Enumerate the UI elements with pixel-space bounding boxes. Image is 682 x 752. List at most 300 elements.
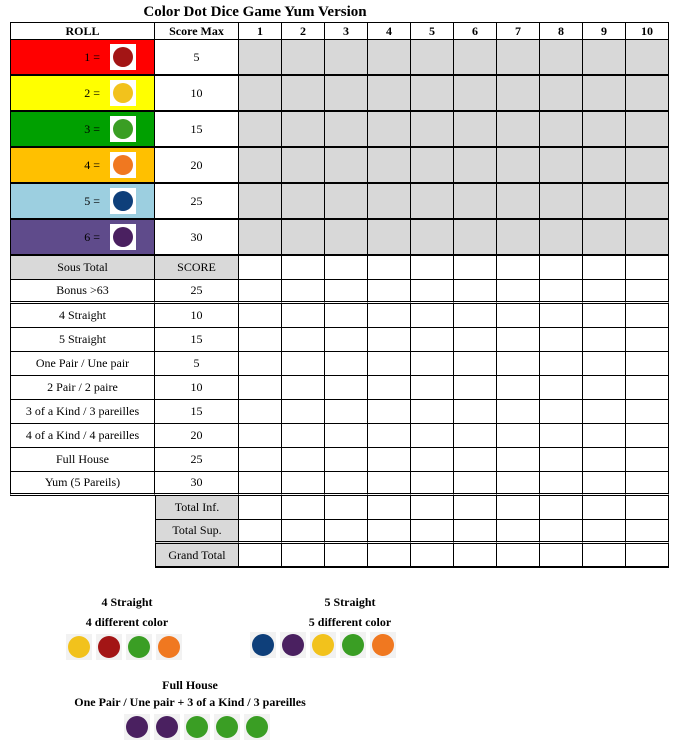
score-input-cell[interactable] xyxy=(583,148,626,184)
score-input-cell[interactable] xyxy=(626,376,669,400)
dot xyxy=(312,634,334,656)
combo-row-score: 25 xyxy=(155,448,239,472)
score-input-cell[interactable] xyxy=(540,328,583,352)
score-input-cell[interactable] xyxy=(411,448,454,472)
score-input-cell[interactable] xyxy=(411,256,454,280)
score-input-cell[interactable] xyxy=(454,256,497,280)
score-input-cell[interactable] xyxy=(497,256,540,280)
score-input-cell[interactable] xyxy=(368,496,411,520)
score-input-cell[interactable] xyxy=(497,424,540,448)
game-header-8: 8 xyxy=(540,22,583,40)
score-input-cell[interactable] xyxy=(454,520,497,544)
score-input-cell[interactable] xyxy=(239,40,282,76)
score-input-cell[interactable] xyxy=(325,544,368,568)
roll-label-cell xyxy=(10,184,155,220)
score-input-cell[interactable] xyxy=(368,304,411,328)
score-input-cell[interactable] xyxy=(368,184,411,220)
legend-four-straight xyxy=(72,592,182,632)
score-input-cell[interactable] xyxy=(282,352,325,376)
score-input-cell[interactable] xyxy=(325,280,368,304)
score-input-cell[interactable] xyxy=(411,184,454,220)
score-input-cell[interactable] xyxy=(411,544,454,568)
score-input-cell[interactable] xyxy=(626,112,669,148)
score-input-cell[interactable] xyxy=(497,328,540,352)
game-header-1: 1 xyxy=(239,22,282,40)
score-input-cell[interactable] xyxy=(325,40,368,76)
score-input-cell[interactable] xyxy=(497,304,540,328)
score-input-cell[interactable] xyxy=(282,40,325,76)
game-header-10: 10 xyxy=(626,22,669,40)
score-input-cell[interactable] xyxy=(626,424,669,448)
score-input-cell[interactable] xyxy=(239,448,282,472)
dot-icon xyxy=(250,632,276,658)
game-header-6: 6 xyxy=(454,22,497,40)
score-input-cell[interactable] xyxy=(411,328,454,352)
combo-row-label: 2 Pair / 2 paire xyxy=(10,376,155,400)
legend-four-straight-subtitle: 4 different color xyxy=(85,615,169,629)
score-input-cell[interactable] xyxy=(497,376,540,400)
score-input-cell[interactable] xyxy=(540,184,583,220)
score-input-cell[interactable] xyxy=(497,112,540,148)
legend-full-house-subtitle: One Pair / Une pair + 3 of a Kind / 3 pareilles xyxy=(74,695,306,709)
score-input-cell[interactable] xyxy=(454,472,497,496)
combo-row xyxy=(10,304,670,328)
score-input-cell[interactable] xyxy=(583,544,626,568)
dot xyxy=(156,716,178,738)
legend-full-house-title: Full House xyxy=(162,678,218,692)
score-input-cell[interactable] xyxy=(368,400,411,424)
score-max-value: 5 xyxy=(155,40,239,76)
color-dot-icon xyxy=(110,224,136,250)
total-row xyxy=(10,544,670,568)
score-input-cell[interactable] xyxy=(454,184,497,220)
score-input-cell[interactable] xyxy=(411,112,454,148)
roll-row-2 xyxy=(10,76,670,112)
score-input-cell[interactable] xyxy=(239,184,282,220)
score-input-cell[interactable] xyxy=(325,352,368,376)
score-input-cell[interactable] xyxy=(282,328,325,352)
score-input-cell[interactable] xyxy=(454,40,497,76)
dot-icon xyxy=(126,634,152,660)
roll-label-cell xyxy=(10,220,155,256)
score-input-cell[interactable] xyxy=(239,76,282,112)
game-header-9: 9 xyxy=(583,22,626,40)
score-input-cell[interactable] xyxy=(626,148,669,184)
roll-label-cell xyxy=(10,76,155,112)
score-input-cell[interactable] xyxy=(239,400,282,424)
score-input-cell[interactable] xyxy=(368,256,411,280)
score-input-cell[interactable] xyxy=(454,424,497,448)
score-input-cell[interactable] xyxy=(411,40,454,76)
score-input-cell[interactable] xyxy=(368,544,411,568)
score-input-cell[interactable] xyxy=(325,220,368,256)
score-input-cell[interactable] xyxy=(583,472,626,496)
score-input-cell[interactable] xyxy=(583,76,626,112)
combo-row-label: 5 Straight xyxy=(10,328,155,352)
score-input-cell[interactable] xyxy=(325,472,368,496)
score-input-cell[interactable] xyxy=(583,304,626,328)
score-input-cell[interactable] xyxy=(282,424,325,448)
score-input-cell[interactable] xyxy=(368,448,411,472)
score-input-cell[interactable] xyxy=(540,544,583,568)
score-input-cell[interactable] xyxy=(497,448,540,472)
score-input-cell[interactable] xyxy=(411,220,454,256)
dot xyxy=(372,634,394,656)
score-input-cell[interactable] xyxy=(325,328,368,352)
score-input-cell[interactable] xyxy=(325,304,368,328)
score-input-cell[interactable] xyxy=(497,76,540,112)
score-input-cell[interactable] xyxy=(626,184,669,220)
dot-icon xyxy=(370,632,396,658)
score-input-cell[interactable] xyxy=(583,520,626,544)
dot-icon xyxy=(113,227,133,247)
score-input-cell[interactable] xyxy=(368,424,411,448)
score-input-cell[interactable] xyxy=(282,184,325,220)
score-input-cell[interactable] xyxy=(411,148,454,184)
game-header-2: 2 xyxy=(282,22,325,40)
score-input-cell[interactable] xyxy=(411,280,454,304)
score-input-cell[interactable] xyxy=(454,148,497,184)
roll-label: 4 = xyxy=(84,157,100,172)
score-input-cell[interactable] xyxy=(583,280,626,304)
score-input-cell[interactable] xyxy=(239,496,282,520)
roll-label: 3 = xyxy=(84,121,100,136)
score-input-cell[interactable] xyxy=(540,352,583,376)
score-input-cell[interactable] xyxy=(239,256,282,280)
combo-row-label: Yum (5 Pareils) xyxy=(10,472,155,496)
total-row xyxy=(10,496,670,520)
score-input-cell[interactable] xyxy=(454,400,497,424)
sous-total-row-label: Sous Total xyxy=(10,256,155,280)
score-input-cell[interactable] xyxy=(368,40,411,76)
score-input-cell[interactable] xyxy=(454,304,497,328)
score-input-cell[interactable] xyxy=(583,400,626,424)
score-input-cell[interactable] xyxy=(282,376,325,400)
roll-label-cell xyxy=(10,148,155,184)
total-label: Total Inf. xyxy=(155,496,239,520)
score-input-cell[interactable] xyxy=(282,220,325,256)
score-input-cell[interactable] xyxy=(540,448,583,472)
score-input-cell[interactable] xyxy=(540,424,583,448)
score-input-cell[interactable] xyxy=(626,40,669,76)
score-input-cell[interactable] xyxy=(411,76,454,112)
score-input-cell[interactable] xyxy=(540,148,583,184)
score-input-cell[interactable] xyxy=(282,76,325,112)
score-input-cell[interactable] xyxy=(282,472,325,496)
score-max-value: 15 xyxy=(155,112,239,148)
score-input-cell[interactable] xyxy=(583,256,626,280)
score-input-cell[interactable] xyxy=(626,256,669,280)
score-input-cell[interactable] xyxy=(583,496,626,520)
score-input-cell[interactable] xyxy=(239,376,282,400)
combo-row-label: Full House xyxy=(10,448,155,472)
dot-icon xyxy=(184,714,210,740)
score-input-cell[interactable] xyxy=(411,520,454,544)
dot-icon xyxy=(96,634,122,660)
dot-icon xyxy=(66,634,92,660)
score-input-cell[interactable] xyxy=(282,520,325,544)
score-input-cell[interactable] xyxy=(626,352,669,376)
score-input-cell[interactable] xyxy=(583,184,626,220)
score-input-cell[interactable] xyxy=(325,184,368,220)
score-input-cell[interactable] xyxy=(583,220,626,256)
dot xyxy=(216,716,238,738)
score-input-cell[interactable] xyxy=(282,112,325,148)
dot xyxy=(246,716,268,738)
total-label: Grand Total xyxy=(155,544,239,568)
page-title: Color Dot Dice Game Yum Version xyxy=(143,4,367,20)
score-input-cell[interactable] xyxy=(325,376,368,400)
roll-label-cell xyxy=(10,40,155,76)
score-input-cell[interactable] xyxy=(583,112,626,148)
score-input-cell[interactable] xyxy=(497,148,540,184)
dot-icon xyxy=(340,632,366,658)
score-input-cell[interactable] xyxy=(497,220,540,256)
dot xyxy=(126,716,148,738)
score-input-cell[interactable] xyxy=(368,376,411,400)
score-input-cell[interactable] xyxy=(325,112,368,148)
score-input-cell[interactable] xyxy=(626,220,669,256)
score-input-cell[interactable] xyxy=(239,112,282,148)
combo-row xyxy=(10,376,670,400)
roll-row-5 xyxy=(10,184,670,220)
score-input-cell[interactable] xyxy=(626,496,669,520)
legend-four-straight-title: 4 Straight xyxy=(101,595,153,609)
score-input-cell[interactable] xyxy=(368,520,411,544)
total-label: Total Sup. xyxy=(155,520,239,544)
score-max-value: 20 xyxy=(155,148,239,184)
score-input-cell[interactable] xyxy=(368,112,411,148)
dot-icon xyxy=(310,632,336,658)
score-input-cell[interactable] xyxy=(411,424,454,448)
score-input-cell[interactable] xyxy=(454,352,497,376)
total-row xyxy=(10,520,670,544)
score-input-cell[interactable] xyxy=(368,352,411,376)
score-input-cell[interactable] xyxy=(497,40,540,76)
combo-row xyxy=(10,424,670,448)
score-input-cell[interactable] xyxy=(497,544,540,568)
score-max-value: 25 xyxy=(155,184,239,220)
dot xyxy=(342,634,364,656)
dot-icon xyxy=(124,714,150,740)
roll-header: ROLL xyxy=(10,22,155,40)
score-input-cell[interactable] xyxy=(282,496,325,520)
score-input-cell[interactable] xyxy=(497,400,540,424)
score-input-cell[interactable] xyxy=(325,76,368,112)
dot xyxy=(158,636,180,658)
score-input-cell[interactable] xyxy=(497,472,540,496)
score-input-cell[interactable] xyxy=(497,520,540,544)
combo-row xyxy=(10,400,670,424)
score-input-cell[interactable] xyxy=(540,376,583,400)
legend-full-house xyxy=(40,677,340,711)
score-input-cell[interactable] xyxy=(540,304,583,328)
score-input-cell[interactable] xyxy=(239,424,282,448)
combo-row-label: 3 of a Kind / 3 pareilles xyxy=(10,400,155,424)
score-input-cell[interactable] xyxy=(540,112,583,148)
score-input-cell[interactable] xyxy=(626,472,669,496)
combo-row xyxy=(10,472,670,496)
score-input-cell[interactable] xyxy=(368,220,411,256)
score-input-cell[interactable] xyxy=(454,76,497,112)
roll-label: 1 = xyxy=(84,49,100,64)
score-input-cell[interactable] xyxy=(540,40,583,76)
dot-icon xyxy=(280,632,306,658)
score-input-cell[interactable] xyxy=(454,112,497,148)
color-dot-icon xyxy=(110,80,136,106)
score-input-cell[interactable] xyxy=(583,328,626,352)
total-spacer xyxy=(10,520,155,544)
score-input-cell[interactable] xyxy=(583,352,626,376)
score-input-cell[interactable] xyxy=(454,544,497,568)
score-input-cell[interactable] xyxy=(239,472,282,496)
score-input-cell[interactable] xyxy=(626,280,669,304)
score-input-cell[interactable] xyxy=(368,280,411,304)
score-input-cell[interactable] xyxy=(540,472,583,496)
score-input-cell[interactable] xyxy=(325,448,368,472)
dot-icon xyxy=(154,714,180,740)
combo-row xyxy=(10,328,670,352)
bonus-row xyxy=(10,280,670,304)
score-input-cell[interactable] xyxy=(454,220,497,256)
legend-four-straight-dots xyxy=(66,634,182,660)
score-input-cell[interactable] xyxy=(239,304,282,328)
legend-full-house-dots xyxy=(124,714,270,740)
score-input-cell[interactable] xyxy=(282,400,325,424)
score-input-cell[interactable] xyxy=(626,544,669,568)
score-input-cell[interactable] xyxy=(282,256,325,280)
score-input-cell[interactable] xyxy=(282,448,325,472)
total-spacer xyxy=(10,544,155,568)
score-input-cell[interactable] xyxy=(411,496,454,520)
score-input-cell[interactable] xyxy=(239,544,282,568)
score-input-cell[interactable] xyxy=(454,280,497,304)
color-dot-icon xyxy=(110,44,136,70)
dot-icon xyxy=(113,83,133,103)
dot-icon xyxy=(113,191,133,211)
score-input-cell[interactable] xyxy=(368,472,411,496)
score-input-cell[interactable] xyxy=(626,400,669,424)
combo-row-score: 15 xyxy=(155,400,239,424)
dot-icon xyxy=(214,714,240,740)
score-input-cell[interactable] xyxy=(282,304,325,328)
bonus-row-score: 25 xyxy=(155,280,239,304)
combo-row xyxy=(10,448,670,472)
score-input-cell[interactable] xyxy=(282,280,325,304)
score-input-cell[interactable] xyxy=(325,256,368,280)
score-input-cell[interactable] xyxy=(626,328,669,352)
score-input-cell[interactable] xyxy=(540,256,583,280)
combo-row-score: 15 xyxy=(155,328,239,352)
score-input-cell[interactable] xyxy=(454,496,497,520)
score-input-cell[interactable] xyxy=(626,520,669,544)
color-dot-icon xyxy=(110,116,136,142)
dot xyxy=(186,716,208,738)
score-input-cell[interactable] xyxy=(540,280,583,304)
score-input-cell[interactable] xyxy=(411,304,454,328)
score-input-cell[interactable] xyxy=(239,280,282,304)
sous-total-row xyxy=(10,256,670,280)
score-input-cell[interactable] xyxy=(325,148,368,184)
roll-label: 2 = xyxy=(84,85,100,100)
roll-label: 6 = xyxy=(84,229,100,244)
score-input-cell[interactable] xyxy=(325,520,368,544)
score-input-cell[interactable] xyxy=(540,400,583,424)
score-input-cell[interactable] xyxy=(540,520,583,544)
score-input-cell[interactable] xyxy=(626,76,669,112)
roll-row-4 xyxy=(10,148,670,184)
score-input-cell[interactable] xyxy=(583,424,626,448)
score-input-cell[interactable] xyxy=(282,148,325,184)
score-input-cell[interactable] xyxy=(454,328,497,352)
combo-row-score: 30 xyxy=(155,472,239,496)
score-input-cell[interactable] xyxy=(454,448,497,472)
combo-row-score: 20 xyxy=(155,424,239,448)
score-input-cell[interactable] xyxy=(626,304,669,328)
score-input-cell[interactable] xyxy=(239,328,282,352)
score-input-cell[interactable] xyxy=(497,280,540,304)
score-input-cell[interactable] xyxy=(411,472,454,496)
dot xyxy=(98,636,120,658)
score-max-value: 30 xyxy=(155,220,239,256)
combo-row-label: 4 of a Kind / 4 pareilles xyxy=(10,424,155,448)
score-input-cell[interactable] xyxy=(540,220,583,256)
score-input-cell[interactable] xyxy=(325,496,368,520)
score-input-cell[interactable] xyxy=(368,328,411,352)
dot-icon xyxy=(244,714,270,740)
score-input-cell[interactable] xyxy=(239,520,282,544)
score-input-cell[interactable] xyxy=(583,40,626,76)
dot xyxy=(128,636,150,658)
roll-row-3 xyxy=(10,112,670,148)
roll-label: 5 = xyxy=(84,193,100,208)
score-input-cell[interactable] xyxy=(325,400,368,424)
score-input-cell[interactable] xyxy=(626,448,669,472)
score-input-cell[interactable] xyxy=(368,76,411,112)
game-header-3: 3 xyxy=(325,22,368,40)
score-input-cell[interactable] xyxy=(583,376,626,400)
roll-row-6 xyxy=(10,220,670,256)
combo-row-label: One Pair / Une pair xyxy=(10,352,155,376)
score-input-cell[interactable] xyxy=(411,352,454,376)
score-input-cell[interactable] xyxy=(497,352,540,376)
score-input-cell[interactable] xyxy=(239,148,282,184)
combo-row xyxy=(10,352,670,376)
score-input-cell[interactable] xyxy=(368,148,411,184)
score-input-cell[interactable] xyxy=(583,448,626,472)
dot xyxy=(68,636,90,658)
score-input-cell[interactable] xyxy=(282,544,325,568)
legend-five-straight xyxy=(290,592,410,632)
score-input-cell[interactable] xyxy=(540,76,583,112)
score-input-cell[interactable] xyxy=(411,376,454,400)
score-input-cell[interactable] xyxy=(239,220,282,256)
score-input-cell[interactable] xyxy=(325,424,368,448)
legend-five-straight-subtitle: 5 different color xyxy=(308,615,392,629)
score-input-cell[interactable] xyxy=(411,400,454,424)
score-input-cell[interactable] xyxy=(454,376,497,400)
color-dot-icon xyxy=(110,152,136,178)
score-max-header: Score Max xyxy=(155,22,239,40)
score-input-cell[interactable] xyxy=(497,496,540,520)
score-input-cell[interactable] xyxy=(239,352,282,376)
combo-row-score: 10 xyxy=(155,376,239,400)
header-row xyxy=(10,22,670,40)
dot xyxy=(282,634,304,656)
score-input-cell[interactable] xyxy=(497,184,540,220)
score-input-cell[interactable] xyxy=(540,496,583,520)
combo-row-label: 4 Straight xyxy=(10,304,155,328)
